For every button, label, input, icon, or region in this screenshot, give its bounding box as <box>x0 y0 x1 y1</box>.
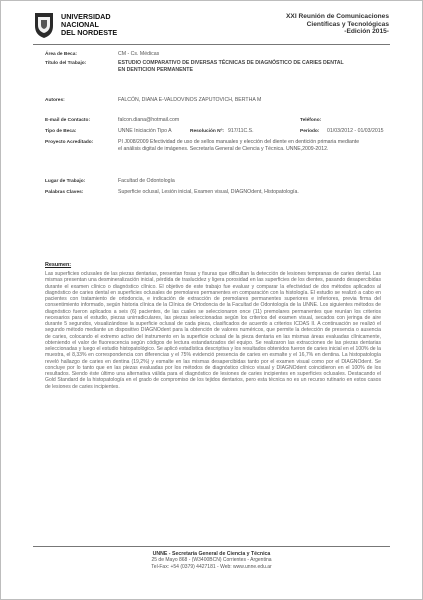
email-label: E-mail de Contacto: <box>45 118 91 123</box>
period-value: 01/03/2012 - 01/03/2015 <box>327 128 384 134</box>
workplace-label: Lugar de Trabajo: <box>45 179 86 184</box>
footer-address: 25 de Mayo 868 - (W3400BCN) Corrientes - Argentina <box>151 557 272 564</box>
keywords-label: Palabras Claves: <box>45 190 84 195</box>
resolution-value: 917/11C.S. <box>228 128 254 134</box>
workplace-value: Facultad de Odontología <box>118 178 175 184</box>
title-value: ESTUDIO COMPARATIVO DE DIVERSAS TÉCNICAS DE DIAGNÓSTICO DE CARIES DENTAL EN DENTICION PERMANENTE <box>118 60 344 73</box>
university-logo <box>33 12 55 39</box>
authors-label: Autores: <box>45 98 65 103</box>
header-divider <box>33 44 390 45</box>
area-label: Área de Beca: <box>45 52 77 57</box>
email-value: falcon.diana@hotmail.com <box>118 117 180 123</box>
project-label: Proyecto Acreditado: <box>45 140 94 145</box>
phone-label: Teléfono: <box>300 118 322 123</box>
event-title: XXI Reunión de Comunicaciones Científicas y Tecnológicas -Edición 2015- <box>286 13 389 36</box>
authors-value: FALCÓN, DIANA E-VALDOVINOS ZAPUTOVICH, BERTHA M <box>118 97 262 103</box>
period-label: Período: <box>300 129 320 134</box>
university-name: UNIVERSIDAD NACIONAL DEL NORDESTE <box>61 12 118 38</box>
area-value: CM - Cs. Médicas <box>118 51 160 57</box>
project-value: PI J008/2009 Efectividad de uso de sellos manuales y elección del diente en dentición primaria mediante el análisis digital de imágenes. Secretaría General de Ciencia y Técnica. UNNE,2009-2012. <box>118 139 360 152</box>
footer-divider <box>33 546 390 547</box>
resolution-label: Resolución Nº: <box>190 129 224 134</box>
footer <box>0 551 423 570</box>
scholarship-type-label: Tipo de Beca: <box>45 129 77 134</box>
abstract-text: Las superficies oclusales de las piezas dentarias, presentan fosas y fisuras que dificultan la detección de lesiones tempranas de caries dental. Las mismas presentan una desmineralización inicial, pérdida de traslucidez y ligera porosidad en las superficies de los dientes, pasando desapercibidas durante el examen clínico o diagnóstico clínico. El objetivo de este trabajo fue evaluar y comparar la efectividad de dos métodos aplicados al diagnóstico de caries dental en superficies oclusales de premolares permanentes en comparación con la histología. El estudio se realizó a cabo en pacientes con tratamiento de ortodoncia, e indicación de extracción de premolares permanentes superiores e inferiores, previa firma del consentimiento informado, según historia clínica de la Clínica de Ortodoncia de la Facultad de Odontología de la UNNE. Los siguientes métodos de diagnóstico fueron aplicados a seis (6) pacientes, de las cuales se seleccionaron once (11) premolares permanentes que reunían los criterios necesarios para el estudio, piezas unirradiculares, las piezas seleccionadas según los criterios del examen visual, secados con jeringa de aire durante 5 segundos, visualizándose la superficie oclusal de cada pieza, clasificados de acuerdo a criterios ICDAS II. A continuación se realizó el segundo método mediante un dispositivo DIAGNOdent para la obtención de valores numéricos, que permite la detección de presencia o ausencia de caries, colocando el extremo activo del instrumento en la superficie oclusal de la pieza dentaria en las mismas áreas evaluadas clínicamente, obteniendo el valor de fluorescencia según códigos de lectura estandarizados del equipo. Se realizaron las extracciones de las piezas dentarias seleccionadas y luego el estudio histopatológico. Se aplicó estadística descriptiva y los resultados obtenidos fueron de caries inicial en el 100% de la muestra, el 8,33% en correspondencia con diferencias y el 75% evidenció presencia de caries en esmalte y el 16,7% en dentina. La histopatología reveló hallazgo de caries en dentina (19,2%) y esmalte en las mismas desapercibidas tanto por el examen visual como por el DIAGNOdent. Se concluye por lo tanto que en las piezas evaluadas por los métodos de diagnóstico clínico visual y DIAGNOdent coincidieron en el 100% de los resultados. Siendo éste último una alternativa válida para el diagnóstico de lesiones de caries incipientes en superficies oclusales. Destacando el Gold Standard de la histopatología en el grado de compromiso de los tejidos dentarios, pero esta técnica no es un recurso rutinario en estos casos de lesiones de caries incipientes. <box>45 271 381 390</box>
footer-institution: UNNE - Secretaría General de Ciencia y Técnica <box>152 551 271 557</box>
scholarship-type-value: UNNE Iniciación Tipo A <box>118 128 172 134</box>
footer-contact: Tel-Fax: +54 (0379) 4427181 - Web: www.unne.edu.ar <box>151 563 272 570</box>
title-label: Título del Trabajo: <box>45 61 87 66</box>
keywords-value: Superficie oclusal, Lesión inicial, Examen visual, DIAGNOdent, Histopatología. <box>118 189 299 195</box>
abstract-title: Resumen: <box>45 262 72 268</box>
